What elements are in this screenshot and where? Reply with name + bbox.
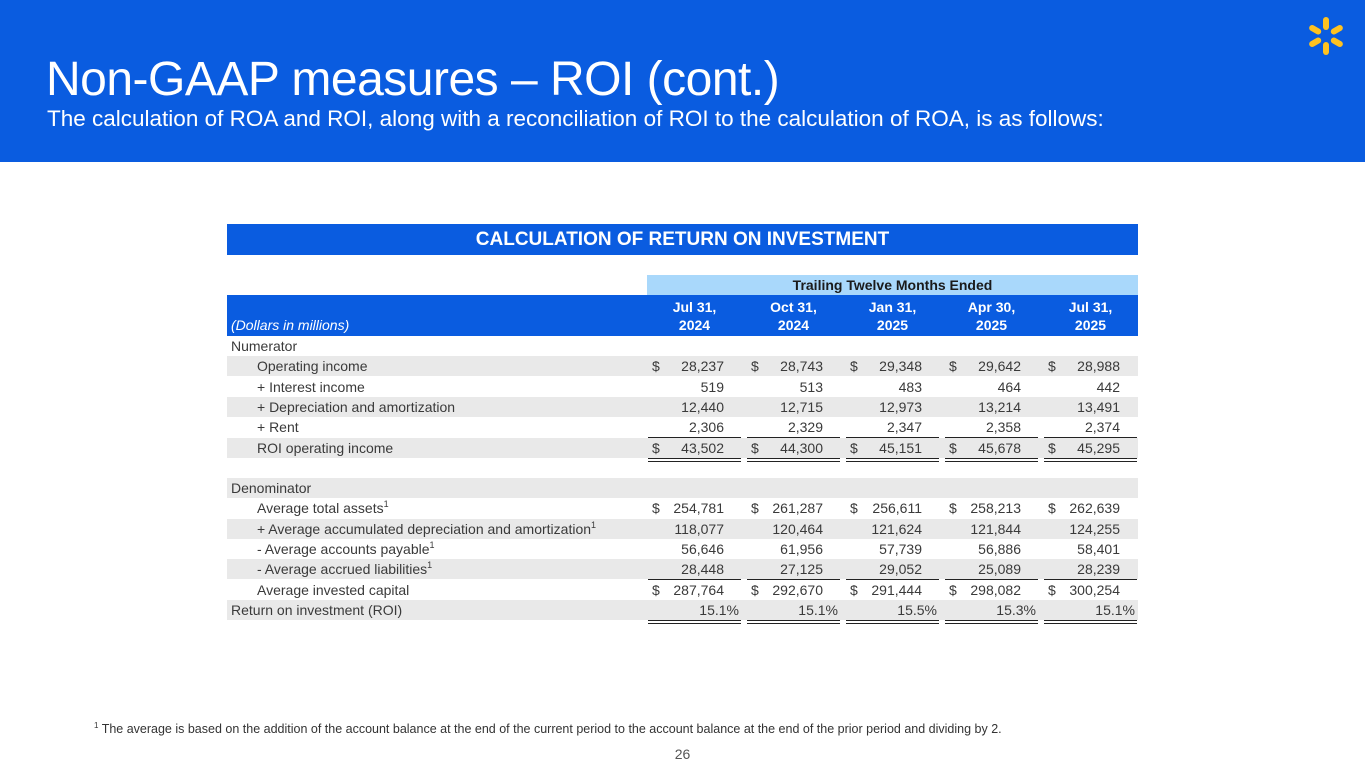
- period-year: 2025: [876, 317, 909, 333]
- cell-value: 15.3%: [996, 601, 1036, 618]
- footnote-ref: 1: [429, 540, 435, 550]
- table-row: [227, 559, 1138, 579]
- period-year: 2024: [777, 317, 810, 333]
- period-month: Oct 31,: [770, 299, 817, 315]
- cell-value: 28,239: [1077, 561, 1120, 578]
- cell-value: 261,287: [772, 500, 823, 517]
- dollar-sign: $: [850, 358, 858, 375]
- cell-value: 118,077: [674, 520, 724, 537]
- cell-value: 29,642: [978, 358, 1021, 375]
- table-row: [227, 580, 1138, 600]
- cell-value: 12,440: [681, 398, 724, 415]
- cell-value: 15.1%: [798, 601, 838, 618]
- row-label: [231, 479, 311, 497]
- table-row: [227, 539, 1138, 559]
- period-year: 2025: [975, 317, 1008, 333]
- walmart-spark-icon: [1304, 14, 1348, 58]
- units-label: (Dollars in millions): [231, 317, 350, 333]
- cell-value: 15.5%: [897, 601, 937, 618]
- total-underline: [945, 623, 1038, 624]
- cell-value: 43,502: [681, 439, 724, 456]
- table-row: [227, 356, 1138, 376]
- cell-value: 464: [997, 378, 1021, 395]
- period-year: 2025: [1074, 317, 1107, 333]
- cell-value: 28,743: [780, 358, 823, 375]
- row-label: [257, 520, 596, 538]
- dollar-sign: $: [949, 439, 957, 456]
- cell-value: 12,715: [780, 398, 823, 415]
- period-header: [1051, 298, 1131, 334]
- row-label-text: Average invested capital: [257, 581, 410, 598]
- row-label: [257, 418, 299, 436]
- page-title: Non-GAAP measures – ROI (cont.): [46, 53, 780, 106]
- table-row: [227, 498, 1138, 518]
- total-underline: [945, 620, 1038, 621]
- period-month: Jan 31,: [868, 299, 917, 315]
- cell-value: 519: [700, 378, 724, 395]
- period-month: Jul 31,: [1068, 299, 1113, 315]
- table-row: [227, 417, 1138, 437]
- row-label-text: Average total assets: [257, 500, 384, 517]
- cell-value: 45,295: [1077, 439, 1120, 456]
- footnote-ref: 1: [383, 499, 389, 510]
- cell-value: 2,374: [1084, 419, 1120, 436]
- period-month: Jul 31,: [672, 299, 717, 315]
- cell-value: 258,213: [970, 500, 1021, 517]
- dollar-sign: $: [1048, 500, 1056, 517]
- footnote-ref: 1: [591, 519, 597, 530]
- total-underline: [846, 620, 939, 621]
- cell-value: 25,089: [978, 561, 1021, 578]
- footnote-marker: 1: [94, 721, 99, 730]
- cell-value: 58,401: [1077, 541, 1120, 557]
- cell-value: 56,646: [681, 541, 724, 557]
- cell-value: 45,678: [978, 439, 1021, 456]
- table-row: [227, 458, 1138, 478]
- cell-value: 292,670: [772, 581, 823, 598]
- cell-value: 29,348: [879, 358, 922, 375]
- cell-value: 28,988: [1077, 358, 1120, 375]
- row-label: [231, 337, 297, 355]
- row-label-text: - Average accounts payable: [257, 541, 430, 557]
- table-title: CALCULATION OF RETURN ON INVESTMENT: [227, 224, 1138, 255]
- table-row: [227, 438, 1138, 458]
- cell-value: 124,255: [1069, 520, 1120, 537]
- dollar-sign: $: [751, 581, 759, 598]
- cell-value: 254,781: [673, 500, 724, 517]
- row-label: [257, 398, 455, 416]
- cell-value: 57,739: [879, 541, 922, 557]
- period-header: [952, 298, 1032, 334]
- row-label: [231, 601, 402, 619]
- row-label-text: Return on investment (ROI): [231, 601, 403, 618]
- cell-value: 13,491: [1077, 398, 1120, 415]
- row-label-text: Numerator: [231, 338, 298, 354]
- footnote-ref: 1: [427, 560, 433, 571]
- table-row: [227, 336, 1138, 356]
- cell-value: 15.1%: [1095, 601, 1135, 618]
- table-row: [227, 377, 1138, 397]
- footnote-text: The average is based on the addition of the account balance at the end of the current period to the account balance at the end of the prior period and dividing by 2.: [98, 722, 1002, 736]
- dollar-sign: $: [751, 500, 759, 517]
- cell-value: 2,347: [886, 419, 922, 436]
- row-label-text: + Average accumulated depreciation and amortization: [257, 520, 592, 537]
- cell-value: 287,764: [673, 581, 724, 598]
- dollar-sign: $: [652, 439, 660, 456]
- period-header: [655, 298, 735, 334]
- row-label: [257, 439, 393, 457]
- dollar-sign: $: [949, 358, 957, 375]
- dollar-sign: $: [652, 358, 660, 375]
- dollar-sign: $: [949, 581, 957, 598]
- total-underline: [747, 620, 840, 621]
- total-underline: [648, 620, 741, 621]
- cell-value: 120,464: [772, 520, 823, 537]
- total-underline: [846, 623, 939, 624]
- table-row: [227, 397, 1138, 417]
- cell-value: 12,973: [879, 398, 922, 415]
- row-label: [257, 499, 389, 517]
- page-number: 26: [674, 746, 691, 762]
- dollar-sign: $: [652, 581, 660, 598]
- row-label: [257, 560, 432, 578]
- period-year: 2024: [678, 317, 711, 333]
- row-label-text: - Average accrued liabilities: [257, 561, 428, 578]
- table-row: [227, 519, 1138, 539]
- cell-value: 13,214: [978, 398, 1021, 415]
- dollar-sign: $: [652, 500, 660, 517]
- cell-value: 121,844: [970, 520, 1021, 537]
- cell-value: 300,254: [1069, 581, 1120, 598]
- row-label: [257, 581, 409, 599]
- row-label: [257, 357, 368, 375]
- period-header: [853, 298, 933, 334]
- cell-value: 27,125: [780, 561, 823, 578]
- dollar-sign: $: [751, 439, 759, 456]
- cell-value: 28,237: [681, 358, 724, 375]
- cell-value: 45,151: [879, 439, 922, 456]
- cell-value: 56,886: [978, 541, 1021, 557]
- total-underline: [1044, 620, 1137, 621]
- row-label-text: + Interest income: [257, 378, 365, 395]
- cell-value: 44,300: [780, 439, 823, 456]
- table-row: [227, 478, 1138, 498]
- cell-value: 121,624: [871, 520, 922, 537]
- dollar-sign: $: [1048, 439, 1056, 456]
- row-label-text: Denominator: [231, 480, 312, 497]
- row-label-text: ROI operating income: [257, 439, 394, 456]
- total-underline: [648, 623, 741, 624]
- row-label-text: + Depreciation and amortization: [257, 398, 456, 415]
- dollar-sign: $: [850, 500, 858, 517]
- cell-value: 298,082: [970, 581, 1021, 598]
- period-header: [754, 298, 834, 334]
- trailing-twelve-months-header: Trailing Twelve Months Ended: [647, 275, 1138, 295]
- cell-value: 256,611: [872, 500, 922, 517]
- column-header-row: [227, 295, 1138, 336]
- footnote: [94, 722, 1002, 736]
- cell-value: 61,956: [780, 541, 823, 557]
- row-label: [257, 378, 365, 396]
- row-label: [257, 540, 435, 558]
- dollar-sign: $: [850, 439, 858, 456]
- row-label-text: + Rent: [257, 419, 299, 436]
- dollar-sign: $: [1048, 581, 1056, 598]
- dollar-sign: $: [1048, 358, 1056, 375]
- period-month: Apr 30,: [967, 299, 1016, 315]
- dollar-sign: $: [949, 500, 957, 517]
- cell-value: 15.1%: [699, 601, 739, 618]
- cell-value: 2,306: [688, 419, 724, 436]
- cell-value: 28,448: [681, 561, 724, 578]
- total-underline: [1044, 623, 1137, 624]
- table-row: [227, 600, 1138, 620]
- cell-value: 442: [1096, 378, 1120, 395]
- dollar-sign: $: [850, 581, 858, 598]
- cell-value: 483: [898, 378, 922, 395]
- cell-value: 29,052: [879, 561, 922, 578]
- cell-value: 262,639: [1069, 500, 1120, 517]
- row-label-text: Operating income: [257, 358, 368, 375]
- cell-value: 291,444: [871, 581, 922, 598]
- cell-value: 2,329: [787, 419, 823, 436]
- cell-value: 2,358: [985, 419, 1021, 436]
- total-underline: [747, 623, 840, 624]
- cell-value: 513: [799, 378, 823, 395]
- page-subtitle: The calculation of ROA and ROI, along with a reconciliation of ROI to the calculation of ROA, is as follows:: [47, 106, 1104, 131]
- dollar-sign: $: [751, 358, 759, 375]
- header-banner: [0, 0, 1365, 162]
